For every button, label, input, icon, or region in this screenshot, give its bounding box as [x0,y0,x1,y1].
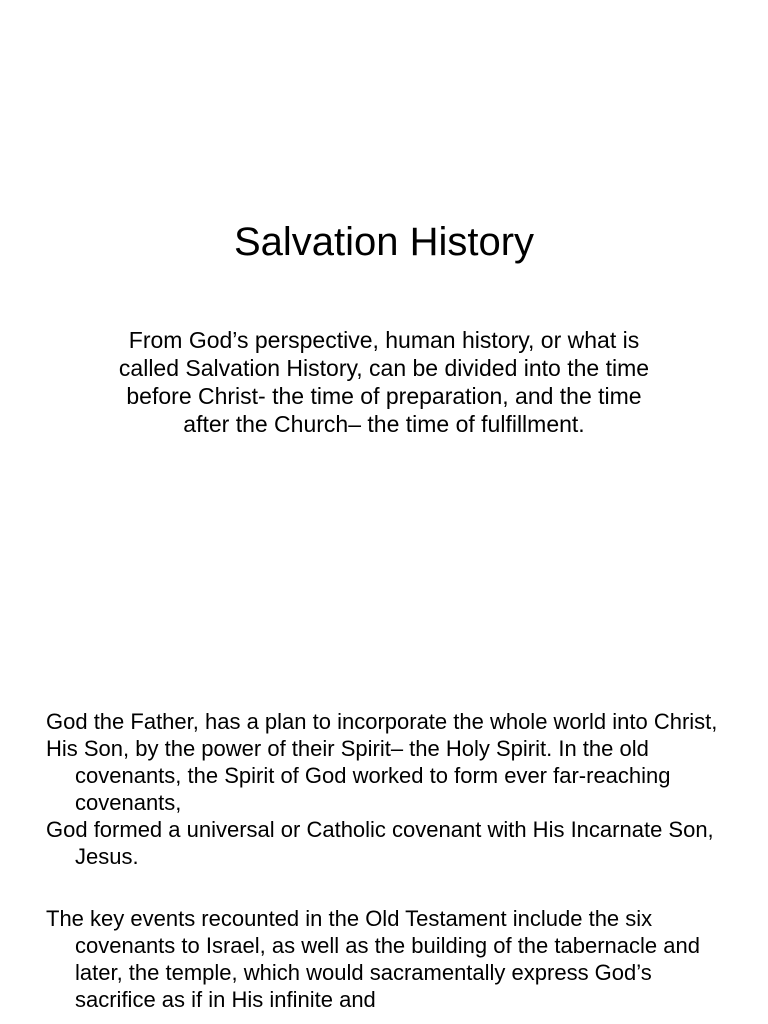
bullet-item: God the Father, has a plan to incorporate the whole world into Christ, [46,709,718,734]
slide-content [0,576,768,1024]
slide-title-heading: Salvation History [233,220,535,264]
slide-subtitle: From God’s perspective, human history, or what is called Salvation History, can be divided into the time before Christ- the time of preparation, and the time after the Church– the time of fulfillment. [118,327,650,437]
bullet-item: God formed a universal or Catholic covenant with His Incarnate Son, Jesus. [46,817,714,869]
bullet-item: The key events recounted in the Old Testament include the six covenants to Israel, as well as the building of the tabernacle and later, the temple, which would sacramentally express God’s sacrifice as if in His infinite and [46,906,700,1012]
bullet-list [46,708,736,1013]
bullet-item: His Son, by the power of their Spirit– the Holy Spirit. In the old covenants, the Spirit of God worked to form ever far-reaching covenants, [46,736,671,815]
